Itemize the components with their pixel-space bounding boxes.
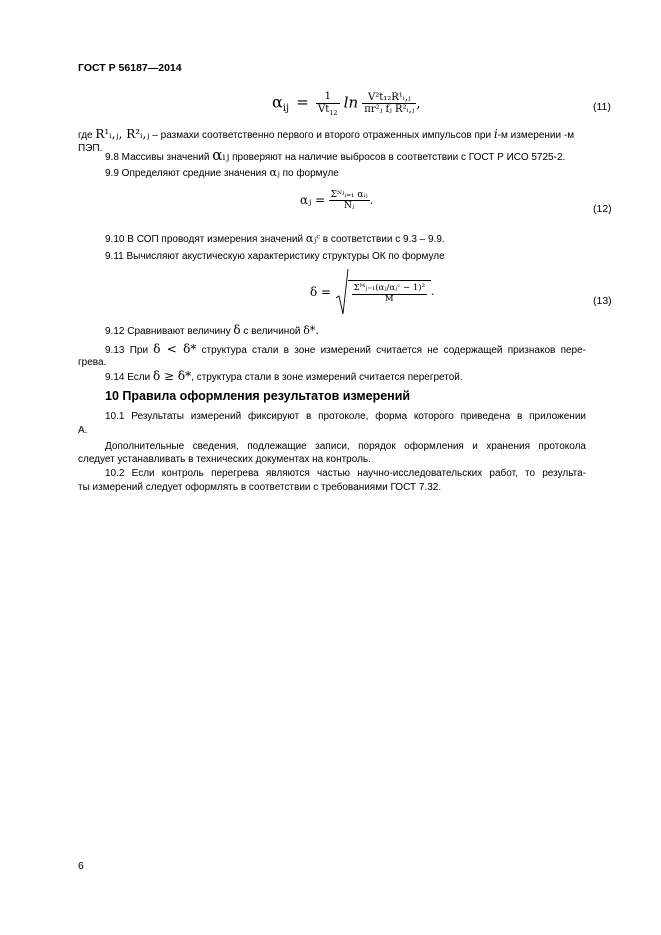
- eq11-arg-num: V²t₁₂R¹ᵢ,ⱼ: [362, 92, 416, 105]
- p98-start: 9.8 Массивы значений: [105, 152, 210, 163]
- p913-start: 9.13 При: [105, 345, 149, 356]
- paragraph-9-8: [105, 146, 566, 164]
- where-prefix: где: [78, 130, 93, 141]
- p912-start: 9.12 Сравнивают величину: [105, 326, 231, 337]
- equation-11: [272, 91, 420, 117]
- paragraph-9-11: 9.11 Вычисляют акустическую характеристику структуры ОК по формуле: [105, 251, 445, 262]
- standard-header: ГОСТ Р 56187—2014: [78, 62, 182, 74]
- where-end: -м измерении -м ПЭП.: [78, 130, 575, 154]
- paragraph-9-13-line2: грева.: [78, 357, 107, 368]
- where-i: i: [493, 127, 498, 141]
- section-10-title: 10 Правила оформления результатов измерений: [105, 389, 411, 403]
- sqrt-sign-icon: [335, 268, 349, 316]
- equation-12-number: (12): [593, 203, 612, 215]
- p913-end: структура стали в зоне измерений считается не содержащей признаков пере-: [201, 345, 587, 356]
- p910-var: αⱼᶜ: [305, 232, 321, 245]
- eq11-lhs-sub: ij: [282, 103, 290, 115]
- eq11-den-sub: 12: [329, 108, 338, 117]
- eq11-lhs: α: [272, 92, 283, 112]
- eq11-ln: ln: [343, 93, 359, 112]
- p910-end: в соответствии с 9.3 – 9.9.: [322, 234, 445, 245]
- eq11-tail: ,: [416, 96, 421, 112]
- p98-end: проверяют на наличие выбросов в соответствии с ГОСТ Р ИСО 5725-2.: [232, 152, 566, 163]
- paragraph-additional-line1: Дополнительные сведения, подлежащие записи, порядок оформления и хранения протокола: [105, 441, 586, 452]
- equation-13: [310, 268, 434, 316]
- p99-end: по формуле: [282, 168, 339, 179]
- paragraph-9-12: [105, 324, 319, 338]
- p914-end: , структура стали в зоне измерений считается перегретой.: [191, 372, 463, 383]
- p910-start: 9.10 В СОП проводят измерения значений: [105, 234, 304, 245]
- paragraph-9-10: [105, 232, 445, 246]
- p914-cond: δ ≥ δ*: [153, 369, 192, 383]
- where-rest: – размахи соответственно первого и второго отраженных импульсов при: [152, 130, 492, 141]
- eq11-num: 1: [316, 91, 340, 104]
- paragraph-additional-line2: следует устанавливать в технических документах на контроль.: [78, 454, 371, 465]
- eq12-lhs: αⱼ =: [300, 192, 326, 207]
- p98-var: αᵢⱼ: [212, 146, 230, 164]
- p912-mid: с величиной: [243, 326, 301, 337]
- eq12-den: Nⱼ: [344, 201, 355, 212]
- p99-start: 9.9 Определяют средние значения: [105, 168, 267, 179]
- eq13-inner-num: Σᴹⱼ₌₁(αⱼ/αⱼᶜ − 1)²: [353, 282, 425, 293]
- eq13-sqrt: [335, 268, 431, 316]
- paragraph-10-2-line2: ты измерений следует оформлять в соответствии с требованиями ГОСТ 7.32.: [78, 482, 442, 493]
- equation-11-number: (11): [593, 101, 611, 113]
- paragraph-10-1-line2: А.: [78, 425, 88, 436]
- paragraph-9-13-line1: [105, 343, 586, 357]
- eq13-fraction: [348, 280, 431, 305]
- p99-var: αⱼ: [269, 166, 280, 179]
- eq11-fraction-2: [362, 92, 416, 116]
- equation-13-number: (13): [593, 295, 612, 307]
- page-number: 6: [78, 860, 84, 872]
- where-vars: R¹ᵢ,ⱼ, R²ᵢ,ⱼ: [95, 127, 150, 141]
- eq11-equals: =: [296, 93, 309, 112]
- p913-cond: δ < δ*: [153, 342, 197, 356]
- p914-start: 9.14 Если: [105, 372, 151, 383]
- eq11-den: Vt: [317, 103, 330, 115]
- paragraph-9-14: [105, 370, 463, 384]
- p912-var2: δ*.: [303, 324, 319, 337]
- eq12-num: Σᴺʲᵢ₌₁ αᵢⱼ: [330, 190, 368, 200]
- eq13-tail: .: [430, 285, 435, 298]
- eq12-fraction: [329, 190, 370, 212]
- p912-var1: δ: [233, 323, 241, 337]
- eq12-tail: .: [369, 193, 374, 207]
- paragraph-9-9: [105, 166, 339, 180]
- eq13-lhs: δ =: [310, 285, 332, 299]
- equation-12: [300, 190, 373, 212]
- eq11-fraction-1: [316, 91, 340, 117]
- eq11-arg-den: πr²ⱼ fⱼ R²ᵢ,ⱼ: [364, 104, 415, 116]
- eq13-inner-den: M: [384, 293, 394, 304]
- paragraph-10-1-line1: 10.1 Результаты измерений фиксируют в протоколе, форма которого приведена в приложении: [105, 411, 586, 422]
- paragraph-10-2-line1: 10.2 Если контроль перегрева являются частью научно-исследовательских работ, то результа-: [105, 468, 586, 479]
